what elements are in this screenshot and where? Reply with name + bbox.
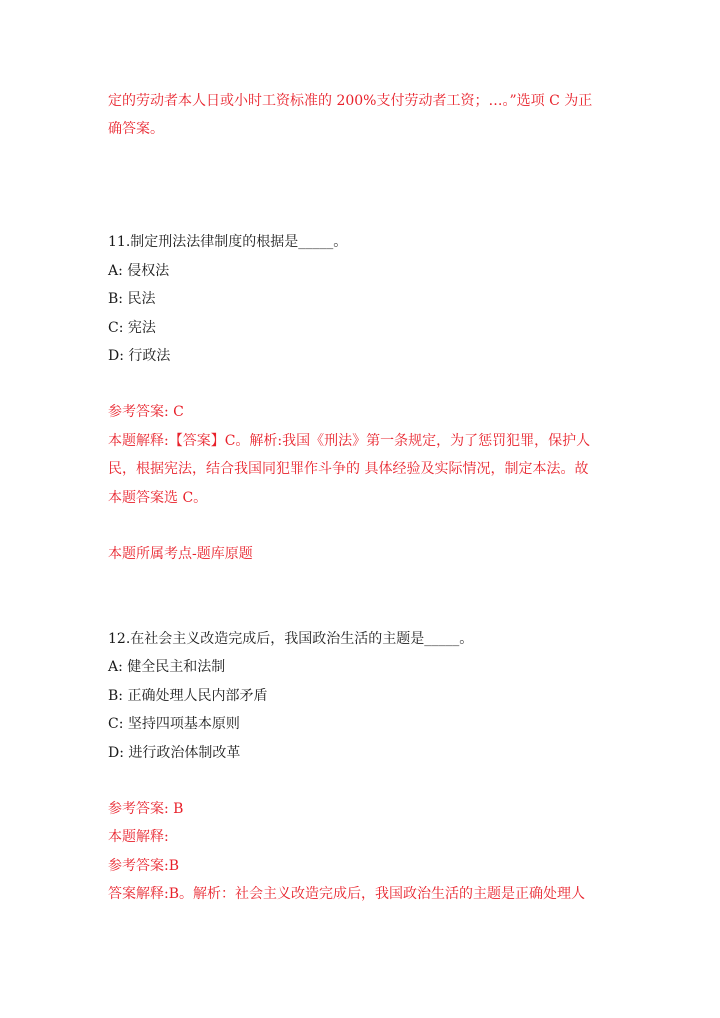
- q12-explanation-label: 本题解释:: [108, 829, 169, 845]
- q11-option-c: C: 宪法: [108, 320, 156, 336]
- q11-explanation-line-1: 本题解释:【答案】C。解析:我国《刑法》第一条规定，为了惩罚犯罪，保护人: [108, 433, 591, 449]
- q12-option-c: C: 坚持四项基本原则: [108, 716, 240, 732]
- q12-option-d: D: 进行政治体制改革: [108, 745, 241, 761]
- q12-explanation-2: 答案解释:B。解析：社会主义改造完成后，我国政治生活的主题是正确处理人: [108, 886, 586, 902]
- prev-explanation-line-2: 确答案。: [108, 121, 164, 137]
- q11-answer: 参考答案: C: [108, 404, 184, 420]
- q12-answer: 参考答案: B: [108, 801, 184, 817]
- q12-option-a: A: 健全民主和法制: [108, 659, 226, 675]
- q12-option-b: B: 正确处理人民内部矛盾: [108, 688, 268, 704]
- prev-explanation-line-1: 定的劳动者本人日或小时工资标准的 200%支付劳动者工资；…。”选项 C 为正: [108, 93, 593, 109]
- q11-source: 本题所属考点-题库原题: [108, 546, 253, 562]
- q11-explanation-line-3: 本题答案选 C。: [108, 490, 208, 506]
- q12-stem: 12.在社会主义改造完成后，我国政治生活的主题是_____。: [108, 631, 474, 647]
- q11-option-a: A: 侵权法: [108, 263, 170, 279]
- q11-stem: 11.制定刑法法律制度的根据是_____。: [108, 234, 348, 250]
- q11-option-b: B: 民法: [108, 291, 156, 307]
- q11-option-d: D: 行政法: [108, 348, 171, 364]
- q11-explanation-line-2: 民，根据宪法，结合我国同犯罪作斗争的 具体经验及实际情况，制定本法。故: [108, 461, 589, 477]
- q12-answer-2: 参考答案:B: [108, 858, 180, 874]
